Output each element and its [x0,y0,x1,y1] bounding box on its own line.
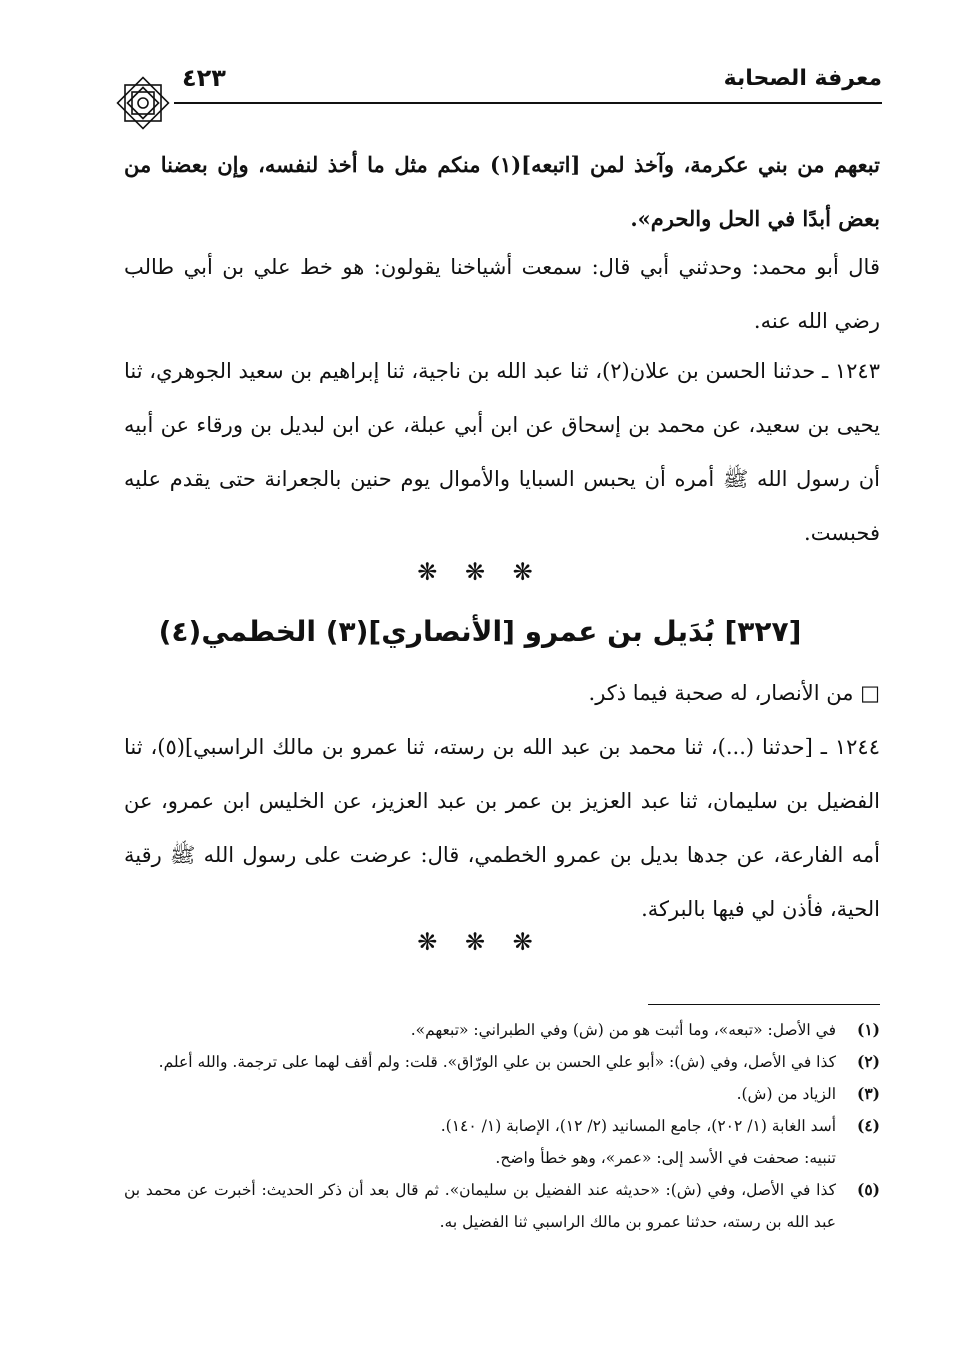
footnote [124,1110,880,1142]
footnotes [124,1014,880,1238]
footnote-number: (٥) [856,1180,880,1199]
footnote-number: (٤) [856,1116,880,1135]
footnote-text: كذا في الأصل، وفي (ش): «أبو علي الحسن بن علي الورّاق». قلت: ولم أقف لهما على ترجمة. والله أعلم. [158,1053,836,1071]
hadith-1244: ١٢٤٤ ـ [حدثنا (...)، ثنا محمد بن عبد الله بن رسته، ثنا عمرو بن مالك الراسبي](٥)، ثنا الفضيل بن سليمان، ثنا عبد العزيز بن عمر بن عبد العزيز، عن الخليس ابن عمرو، عن أمه الفارعة، عن جدها بديل بن عمرو الخطمي، قال: عرضت على رسول الله ﷺ رقية الحية، فأذن لي فيها بالبركة. [124,735,881,921]
section-separator: ❋ ❋ ❋ [417,928,543,956]
star-ornament-icon [112,72,174,134]
footnote [124,1174,880,1238]
footnote-number: (١) [856,1020,880,1039]
entry-heading: [٣٢٧] بُدَيل بن عمرو [الأنصاري](٣) الخطمي(٤) [158,615,802,648]
running-title: معرفة الصحابة [723,66,882,91]
header-rule [174,102,882,104]
footnote [124,1078,880,1110]
paragraph-narration: قال أبو محمد: وحدثني أبي قال: سمعت أشياخنا يقولون: هو خط علي بن أبي طالب رضي الله عنه. [124,255,880,333]
hadith-1243: ١٢٤٣ ـ حدثنا الحسن بن علان(٢)، ثنا عبد الله بن ناجية، ثنا إبراهيم بن سعيد الجوهري، ثنا يحيى بن سعيد، عن محمد بن إسحاق عن ابن أبي عبلة، عن ابن لبديل بن ورقاء عن أبيه أن رسول الله ﷺ أمره أن يحبس السبايا والأموال يوم حنين بالجعرانة حتى يقدم عليه فحبست. [124,359,880,545]
footnote [124,1014,880,1046]
footnote-text: أسد الغابة (١/ ٢٠٢)، جامع المسانيد (٢/ ١٢)، الإصابة (١/ ١٤٠). [440,1117,836,1135]
footnote-text: الزياد من (ش). [736,1085,836,1103]
footnote-text: كذا في الأصل، وفي (ش): «حديثه عند الفضيل بن سليمان». ثم قال بعد أن ذكر الحديث: أخبرت عن محمد بن عبد الله بن رسته، حدثنا عمرو بن مالك الراسبي ثنا الفضيل به. [124,1181,836,1231]
footnote-number: (٢) [856,1052,880,1071]
footnote-text: في الأصل: «تبعه»، وما أثبت هو من (ش) وفي الطبراني: «تبعهم». [410,1021,836,1039]
section-separator: ❋ ❋ ❋ [417,558,543,586]
page-header [112,58,882,104]
footnote-rule [648,1004,880,1005]
footnote-note: تنبيه: صحفت في الأسد إلى: «عمر»، وهو خطأ واضح. [495,1149,836,1167]
paragraph-continuation: تبعهم من بني عكرمة، وآخذ لمن [اتبعه](١) منكم مثل ما أخذ لنفسه، وإن بعضنا من بعض أبدًا في الحل والحرم». [124,152,880,231]
footnote [124,1046,880,1078]
footnote-number: (٣) [856,1084,880,1103]
page-number: ٤٢٣ [182,64,226,92]
entry-intro: □ من الأنصار، له صحبة فيما ذكر. [588,681,880,705]
